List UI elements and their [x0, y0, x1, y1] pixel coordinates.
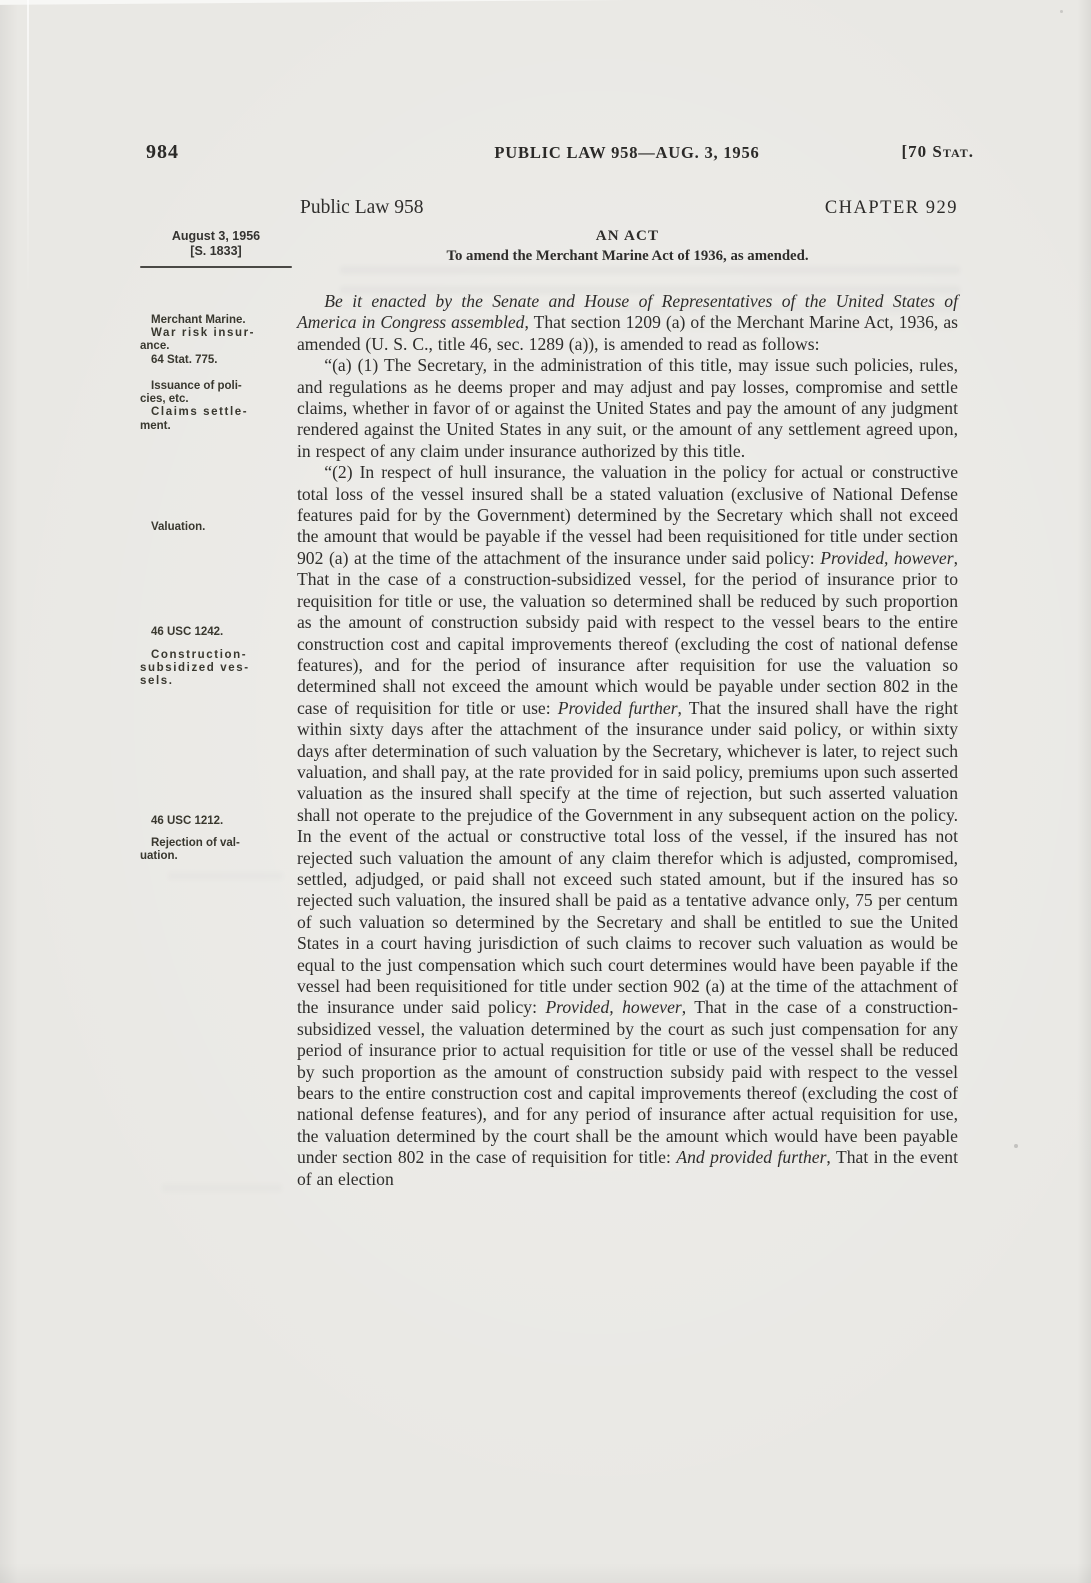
text-segment: “(2) In respect of hull insurance, the valuation in the policy for actual or constructive total loss of the vessel insured shall be a stated valuation (exclusive of National Defense features paid for by the Government) determined by the Secretary which shall not exceed the amount that would be payable if the vessel had been requisitioned for title under section 902 (a) at the time of the attachment of the insurance under said policy: [297, 462, 958, 568]
act-paragraph [297, 355, 958, 462]
law-heading-row [297, 197, 958, 221]
ink-bleed-artifact [168, 872, 283, 888]
scan-speck-artifact [1060, 10, 1063, 13]
text-segment: , That section 1209 (a) of the Merchant Marine Act, 1936, as amended (U. S. C., title 46, sec. 1289 (a)), is amended to read as follows: [297, 312, 958, 354]
margin-note-line: Construction- [151, 649, 248, 661]
italic-text-segment: And provided further [676, 1147, 827, 1168]
margin-note-line: Claims settle- [151, 406, 249, 419]
margin-note [140, 314, 294, 367]
margin-note-line: cies, etc. [140, 393, 189, 406]
margin-note-line: subsidized ves- [140, 662, 250, 675]
scan-edge-artifact [0, 0, 1091, 5]
margin-note-line: Valuation. [151, 521, 206, 533]
act-heading: AN ACT [595, 228, 660, 244]
bill-number: [S. 1833] [190, 243, 242, 258]
act-paragraph [297, 462, 958, 1190]
margin-note [140, 837, 294, 863]
stat-volume-citation: [70 Stat. [901, 142, 974, 161]
margin-note-line: ance. [140, 340, 170, 353]
margin-note-line: 64 Stat. 775. [151, 353, 218, 366]
chapter-heading: CHAPTER 929 [824, 198, 958, 218]
margin-note-line: sels. [140, 675, 174, 688]
text-segment: “(a) (1) The Secretary, in the administration of this title, may issue such policies, rules, and regulations as he deems proper and may adjust and pay losses, compromise and settle claims, whether in favor of or against the United States and pay the amount of any judgment rendered against the United States in any suit, or the amount of any settlement agreed upon, in respect of any claim under insurance authorized by this title. [297, 355, 958, 461]
margin-note-line: 46 USC 1242. [151, 626, 224, 638]
italic-text-segment: Provided further [557, 697, 678, 718]
margin-note-line: War risk insur- [151, 327, 256, 340]
italic-text-segment: Provided, however [820, 547, 954, 568]
margin-note-line: Issuance of poli- [151, 380, 242, 392]
page-number: 984 [146, 141, 179, 163]
enactment-date: August 3, 1956 [171, 229, 261, 243]
margin-note [140, 649, 294, 689]
act-subtitle: To amend the Merchant Marine Act of 1936, as amended. [446, 248, 809, 264]
scan-crease-artifact [27, 0, 29, 300]
margin-note-line: uation. [140, 850, 178, 863]
ink-bleed-artifact [162, 1184, 282, 1198]
italic-text-segment: Be it enacted by the Senate and House of Representatives of the United States of America in Congress assembled [297, 291, 958, 333]
act-text-column [297, 291, 958, 1190]
text-segment: , That in the event of an election [297, 1147, 958, 1189]
scan-speck-artifact [1014, 1144, 1018, 1148]
text-segment: , That in the case of a construction-subsidized vessel, for the period of insurance prior to requisition for title or use, the valuation so determined shall be reduced by such proportion as the amount of construction subsidy paid with respect to the vessel bears to the entire construction cost and capital improvements thereof (excluding the cost of national defense features), and for the period of insurance after requisition for use the valuation so determined shall not exceed the amount which would be payable under section 802 in the case of requisition for title or use: [297, 547, 958, 718]
margin-note [140, 815, 294, 828]
italic-text-segment: Provided, however [545, 997, 682, 1018]
margin-note-line: 46 USC 1212. [151, 815, 224, 827]
public-law-title: Public Law 958 [300, 197, 424, 218]
margin-note-line: ment. [140, 419, 171, 432]
margin-note [140, 626, 294, 639]
margin-note-line: Rejection of val- [151, 837, 240, 849]
margin-note [140, 380, 294, 433]
divider-rule [140, 266, 292, 268]
text-segment: , That the insured shall have the right within sixty days after the attachment of the insurance under said policy, or within sixty days after determination of such valuation by the Secretary, whichever is later, to reject such valuation, and shall pay, at the rate provided for in said policy, premiums upon such asserted valuation as the insured shall specify at the time of rejection, but such asserted valuation shall not operate to the prejudice of the Government in any subsequent action on the policy. In the event of the actual or constructive total loss of the vessel, if the insured has not rejected such valuation the amount of any claim therefor which is adjusted, compromised, settled, adjudged, or paid shall not exceed such stated amount, but if the insured has so rejected such valuation, the insured shall be paid as a tentative advance only, 75 per centum of such valuation so determined by the Secretary and shall be entitled to sue the United States in a court having jurisdiction of such claims to recover such valuation as would be equal to the just compensation which such court determines would have been payable if the vessel had been requisitioned for title under section 902 (a) at the time of the attachment of the insurance under said policy: [297, 697, 958, 1018]
running-header-title: PUBLIC LAW 958—AUG. 3, 1956 [494, 143, 760, 162]
text-segment: , That in the case of a construction-subsidized vessel, the valuation determined by the court as such just compensation for any period of insurance prior to actual requisition for title or use of the vessel shall be reduced by such proportion as the amount of construction subsidy paid with respect to the vessel bears to the entire construction cost and capital improvements thereof (excluding the cost of national defense features), and for any period of insurance after actual requisition for use, the valuation determined by the court shall be the amount which would have been payable under section 802 in the case of requisition for title: [297, 997, 958, 1168]
act-paragraph [297, 291, 958, 355]
margin-note [140, 521, 294, 534]
margin-note-line: Merchant Marine. [151, 314, 246, 326]
enactment-date-block [140, 229, 292, 268]
running-head [140, 141, 990, 165]
